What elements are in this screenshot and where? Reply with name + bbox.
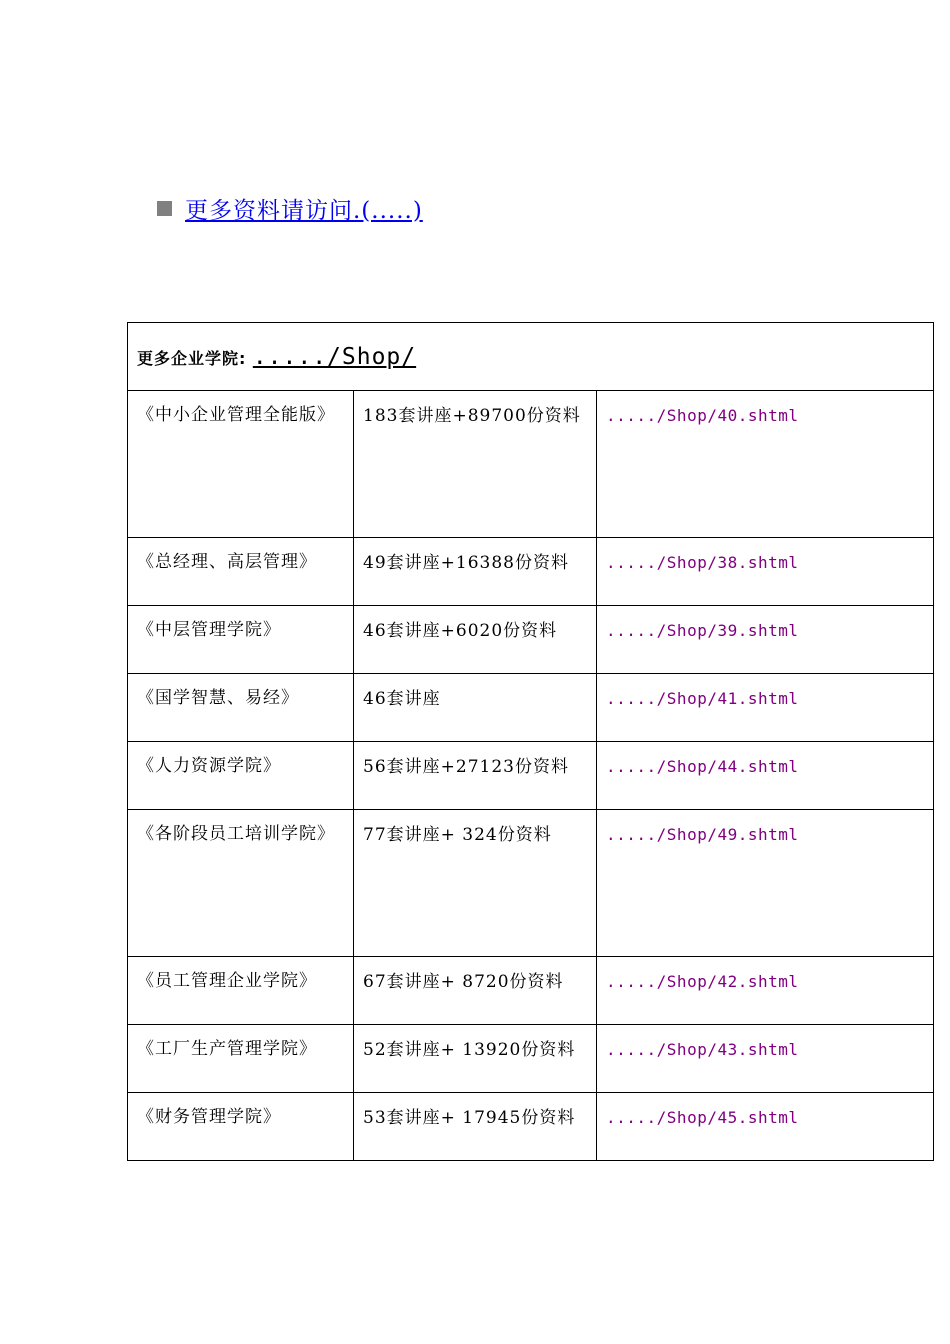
course-desc: 77套讲座+ 324份资料 [363, 825, 552, 845]
course-url-link[interactable]: ...../Shop/41.shtml [606, 689, 799, 708]
course-desc: 67套讲座+ 8720份资料 [363, 972, 564, 992]
course-url-cell [597, 1025, 934, 1093]
course-desc-cell [354, 606, 597, 674]
more-info-link[interactable]: 更多资料请访问.(.....) [185, 197, 423, 224]
course-desc-cell [354, 1025, 597, 1093]
course-title: 《各阶段员工培训学院》 [137, 824, 335, 844]
course-desc: 56套讲座+27123份资料 [363, 757, 569, 777]
course-url-link[interactable]: ...../Shop/38.shtml [606, 553, 799, 572]
course-url-link[interactable]: ...../Shop/39.shtml [606, 621, 799, 640]
course-title: 《中层管理学院》 [137, 620, 281, 640]
course-url-cell [597, 391, 934, 538]
course-url-cell [597, 674, 934, 742]
course-url-cell [597, 538, 934, 606]
table-row [128, 391, 934, 538]
course-desc-cell [354, 742, 597, 810]
course-desc: 52套讲座+ 13920份资料 [363, 1040, 576, 1060]
course-url-cell [597, 1093, 934, 1161]
course-url-link[interactable]: ...../Shop/49.shtml [606, 825, 799, 844]
course-title: 《员工管理企业学院》 [137, 971, 317, 991]
course-title: 《人力资源学院》 [137, 756, 281, 776]
course-title-cell [128, 810, 354, 957]
course-desc-cell [354, 538, 597, 606]
table-row [128, 1093, 934, 1161]
course-url-cell [597, 606, 934, 674]
course-desc: 183套讲座+89700份资料 [363, 406, 581, 426]
table-row [128, 810, 934, 957]
course-title: 《中小企业管理全能版》 [137, 405, 335, 425]
course-url-link[interactable]: ...../Shop/43.shtml [606, 1040, 799, 1059]
course-title: 《工厂生产管理学院》 [137, 1039, 317, 1059]
shop-table [127, 322, 934, 1161]
course-desc-cell [354, 810, 597, 957]
shop-link[interactable]: ...../Shop/ [252, 343, 417, 370]
course-url-link[interactable]: ...../Shop/45.shtml [606, 1108, 799, 1127]
course-title: 《总经理、高层管理》 [137, 552, 317, 572]
course-url-link[interactable]: ...../Shop/42.shtml [606, 972, 799, 991]
course-title: 《国学智慧、易经》 [137, 688, 299, 708]
course-desc: 53套讲座+ 17945份资料 [363, 1108, 576, 1128]
course-title: 《财务管理学院》 [137, 1107, 281, 1127]
header-label: 更多企业学院: [137, 348, 247, 368]
course-desc: 46套讲座+6020份资料 [363, 621, 558, 641]
course-title-cell [128, 1093, 354, 1161]
course-desc: 49套讲座+16388份资料 [363, 553, 569, 573]
course-desc-cell [354, 674, 597, 742]
course-title-cell [128, 391, 354, 538]
square-bullet-icon [157, 201, 172, 216]
course-desc: 46套讲座 [363, 689, 441, 709]
course-url-cell [597, 957, 934, 1025]
course-desc-cell [354, 1093, 597, 1161]
course-url-link[interactable]: ...../Shop/44.shtml [606, 757, 799, 776]
course-url-cell [597, 810, 934, 957]
course-url-cell [597, 742, 934, 810]
course-url-link[interactable]: ...../Shop/40.shtml [606, 406, 799, 425]
course-desc-cell [354, 957, 597, 1025]
course-desc-cell [354, 391, 597, 538]
more-info-line [157, 190, 423, 226]
